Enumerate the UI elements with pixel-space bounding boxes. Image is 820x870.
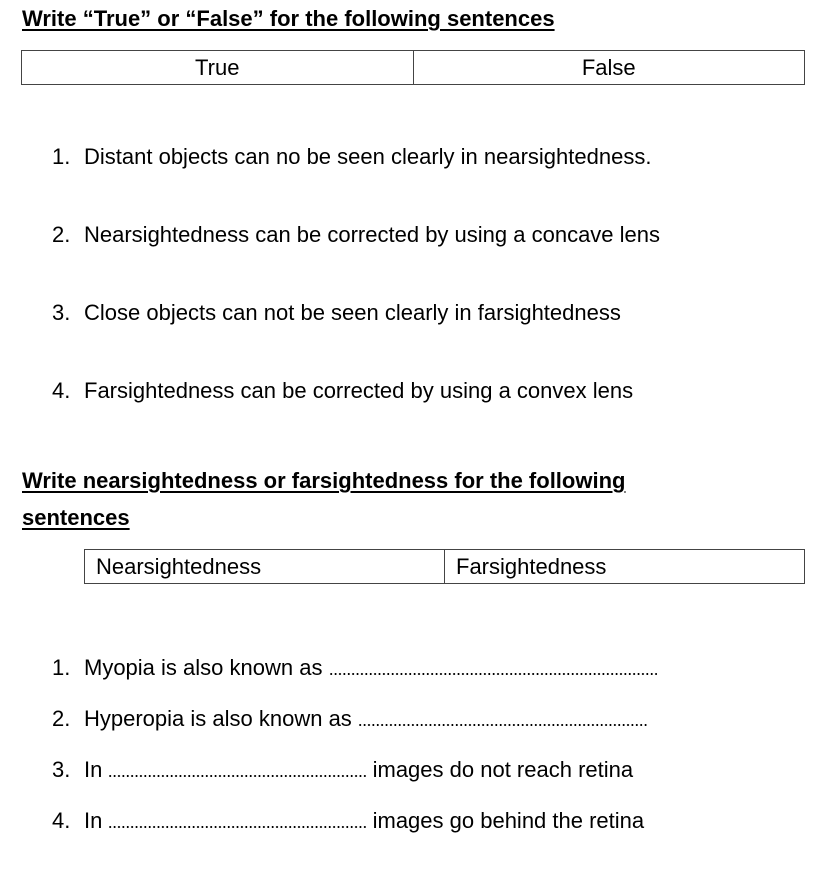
statement-text: Nearsightedness can be corrected by using a concave lens xyxy=(84,222,661,247)
true-false-table xyxy=(21,50,805,85)
statement-text: Distant objects can no be seen clearly in nearsightedness. xyxy=(84,144,652,169)
question-text-before: In xyxy=(84,757,103,782)
fill-in-4 xyxy=(52,807,644,835)
statement-number: 2. xyxy=(52,222,71,247)
word-bank-table xyxy=(84,549,805,584)
answer-blank[interactable] xyxy=(358,724,648,726)
tf-statement-2 xyxy=(52,221,660,249)
tf-statement-3 xyxy=(52,299,621,327)
question-text-after: images go behind the retina xyxy=(372,808,645,833)
answer-blank[interactable] xyxy=(329,673,657,675)
question-number: 4. xyxy=(52,808,71,833)
statement-text: Close objects can not be seen clearly in farsightedness xyxy=(84,300,621,325)
question-number: 1. xyxy=(52,655,71,680)
section2-heading-line2: sentences xyxy=(22,505,130,530)
statement-text: Farsightedness can be corrected by using a convex lens xyxy=(84,378,634,403)
statement-number: 3. xyxy=(52,300,71,325)
question-number: 3. xyxy=(52,757,71,782)
question-text-before: Hyperopia is also known as xyxy=(84,706,352,731)
section2-heading-line1: Write nearsightedness or farsightedness for the following xyxy=(22,468,626,493)
true-column-header: True xyxy=(195,54,240,80)
farsightedness-word: Farsightedness xyxy=(444,550,804,583)
answer-blank[interactable] xyxy=(108,826,366,828)
fill-in-1 xyxy=(52,654,657,682)
statement-number: 1. xyxy=(52,144,71,169)
fill-in-2 xyxy=(52,705,648,733)
section1-heading: Write “True” or “False” for the following sentences xyxy=(22,6,555,31)
tf-statement-1 xyxy=(52,143,651,171)
fill-in-3 xyxy=(52,756,633,784)
question-text-after: images do not reach retina xyxy=(372,757,634,782)
false-column-header: False xyxy=(413,51,805,84)
question-text-before: In xyxy=(84,808,103,833)
question-text-before: Myopia is also known as xyxy=(84,655,323,680)
answer-blank[interactable] xyxy=(108,775,366,777)
tf-statement-4 xyxy=(52,377,633,405)
question-number: 2. xyxy=(52,706,71,731)
statement-number: 4. xyxy=(52,378,71,403)
nearsightedness-word: Nearsightedness xyxy=(96,553,262,579)
